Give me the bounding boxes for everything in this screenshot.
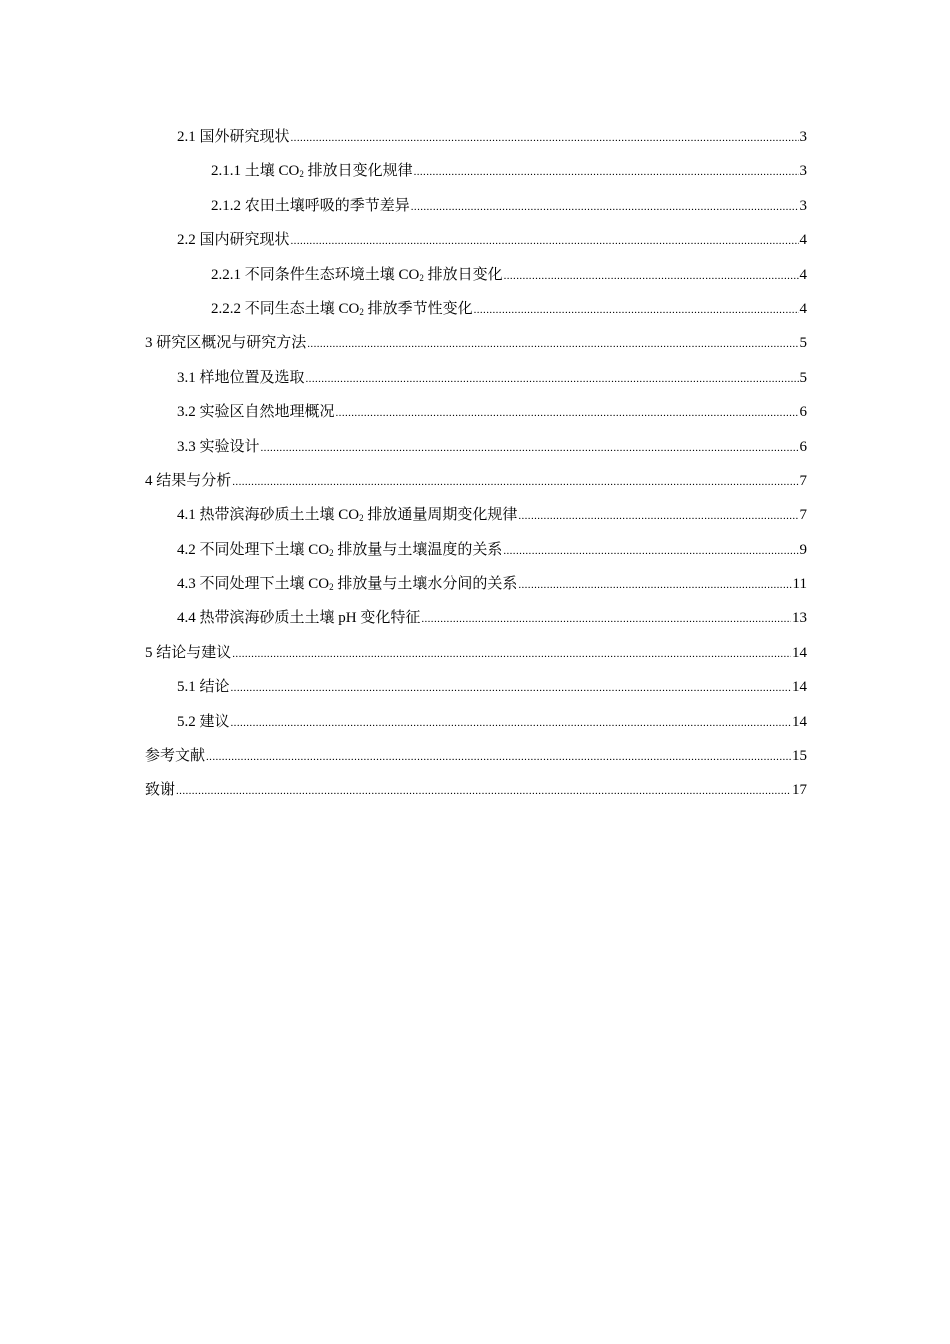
- toc-entry-title: 2.2.1 不同条件生态环境土壤 $CO_2$ 排放日变化: [211, 266, 503, 283]
- toc-page-number: 14: [792, 644, 807, 661]
- toc-entry[interactable]: [145, 228, 807, 262]
- toc-page-number: 6: [799, 404, 807, 421]
- toc-entry[interactable]: [145, 572, 807, 606]
- toc-dot-leader: [518, 573, 791, 597]
- toc-entry[interactable]: [145, 331, 807, 365]
- toc-dot-leader: [474, 298, 799, 322]
- toc-dot-leader: [261, 436, 799, 460]
- toc-dot-leader: [414, 160, 799, 184]
- toc-page-number: 17: [792, 782, 807, 799]
- toc-page-number: 15: [792, 748, 807, 765]
- toc-dot-leader: [503, 539, 798, 563]
- toc-dot-leader: [518, 504, 798, 528]
- toc-dot-leader: [307, 332, 798, 356]
- toc-page-number: 3: [799, 129, 807, 145]
- toc-entry-title: 2.2.2 不同生态土壤 $CO_2$ 排放季节性变化: [211, 300, 473, 317]
- toc-entry[interactable]: [145, 263, 807, 297]
- toc-entry[interactable]: [145, 641, 807, 675]
- toc-entry-title: 3 研究区概况与研究方法: [145, 335, 307, 352]
- toc-entry-title: 3.1 样地位置及选取: [177, 369, 305, 386]
- toc-dot-leader: [231, 676, 791, 700]
- toc-dot-leader: [291, 126, 799, 150]
- toc-page-number: 3: [799, 197, 807, 214]
- toc-entry-title: 参考文献: [145, 748, 206, 765]
- toc-dot-leader: [291, 229, 799, 253]
- toc-page-number: 5: [799, 369, 807, 386]
- toc-page-number: 3: [799, 163, 807, 180]
- toc-page-number: 7: [799, 507, 807, 524]
- toc-page-number: 7: [799, 472, 807, 489]
- toc-dot-leader: [421, 607, 791, 631]
- toc-dot-leader: [411, 195, 799, 219]
- toc-dot-leader: [306, 367, 799, 391]
- toc-dot-leader: [232, 470, 798, 494]
- toc-entry[interactable]: [145, 125, 807, 159]
- toc-page-number: 11: [792, 576, 807, 593]
- toc-entry[interactable]: [145, 503, 807, 537]
- toc-page-number: 14: [792, 679, 807, 696]
- toc-entry-title: 5.1 结论: [177, 679, 230, 696]
- toc-page-number: 4: [799, 266, 807, 283]
- toc-dot-leader: [176, 779, 791, 803]
- toc-entry-title: 3.3 实验设计: [177, 438, 260, 455]
- toc-dot-leader: [336, 401, 799, 425]
- toc-dot-leader: [231, 711, 791, 735]
- toc-page-number: 4: [799, 232, 807, 249]
- toc-page-number: 9: [799, 541, 807, 558]
- toc-entry-title: 2.1.2 农田土壤呼吸的季节差异: [211, 197, 410, 214]
- toc-entry[interactable]: [145, 538, 807, 572]
- toc-entry-title: 2.2 国内研究现状: [177, 232, 290, 249]
- toc-entry[interactable]: [145, 297, 807, 331]
- toc-page-number: 14: [792, 713, 807, 730]
- toc-entry[interactable]: [145, 194, 807, 228]
- toc-entry[interactable]: [145, 366, 807, 400]
- toc-entry[interactable]: [145, 159, 807, 193]
- toc-entry-title: 5 结论与建议: [145, 644, 232, 661]
- table-of-contents: [145, 125, 807, 813]
- toc-entry-title: 3.2 实验区自然地理概况: [177, 404, 335, 421]
- toc-dot-leader: [206, 745, 791, 769]
- toc-entry-title: 致谢: [145, 782, 176, 799]
- toc-page-number: 5: [799, 335, 807, 352]
- toc-entry[interactable]: [145, 606, 807, 640]
- toc-page-number: 6: [799, 438, 807, 455]
- toc-entry-title: 4.1 热带滨海砂质土土壤 $CO_2$ 排放通量周期变化规律: [177, 507, 518, 524]
- toc-entry[interactable]: [145, 435, 807, 469]
- toc-entry-title: 2.1 国外研究现状: [177, 129, 290, 145]
- toc-entry-title: 4 结果与分析: [145, 472, 232, 489]
- toc-page-number: 13: [792, 610, 807, 627]
- toc-dot-leader: [504, 264, 799, 288]
- toc-entry-title: 5.2 建议: [177, 713, 230, 730]
- toc-entry[interactable]: [145, 744, 807, 778]
- toc-entry-title: 4.3 不同处理下土壤 $CO_2$ 排放量与土壤水分间的关系: [177, 576, 518, 593]
- toc-entry[interactable]: [145, 778, 807, 812]
- toc-page-number: 4: [799, 300, 807, 317]
- toc-dot-leader: [232, 642, 791, 666]
- toc-entry-title: 4.2 不同处理下土壤 $CO_2$ 排放量与土壤温度的关系: [177, 541, 503, 558]
- toc-entry-title: 2.1.1 土壤 $CO_2$ 排放日变化规律: [211, 163, 413, 180]
- toc-entry-title: 4.4 热带滨海砂质土土壤 pH 变化特征: [177, 610, 421, 627]
- toc-entry[interactable]: [145, 675, 807, 709]
- toc-entry[interactable]: [145, 400, 807, 434]
- toc-entry[interactable]: [145, 710, 807, 744]
- toc-entry[interactable]: [145, 469, 807, 503]
